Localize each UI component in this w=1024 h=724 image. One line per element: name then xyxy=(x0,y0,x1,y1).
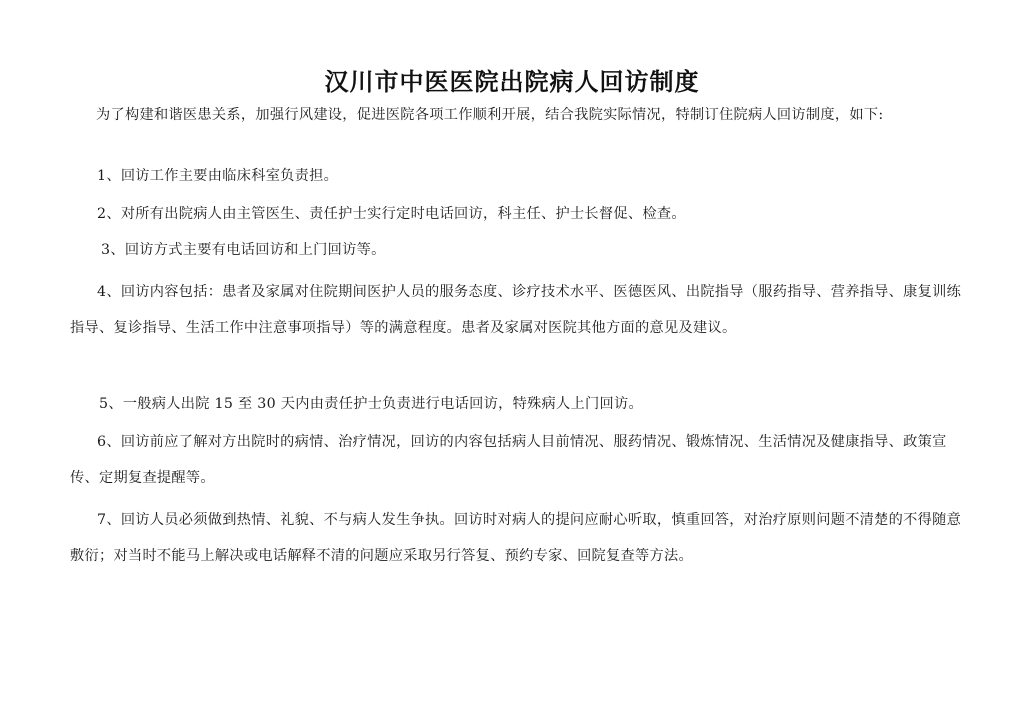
rule-item-2: 2、对所有出院病人由主管医生、责任护士实行定时电话回访，科主任、护士长督促、检查。 xyxy=(97,206,686,222)
rule-item-3: 3、回访方式主要有电话回访和上门回访等。 xyxy=(101,242,386,258)
rule-item-5: 5、一般病人出院 15 至 30 天内由责任护士负责进行电话回访，特殊病人上门回访。 xyxy=(99,396,643,412)
intro-paragraph: 为了构建和谐医患关系，加强行风建设，促进医院各项工作顺利开展，结合我院实际情况，特制订住院病人回访制度，如下: xyxy=(96,107,884,123)
rule-item-1: 1、回访工作主要由临床科室负责担。 xyxy=(97,168,339,184)
rule-item-7: 7、回访人员必须做到热情、礼貌、不与病人发生争执。回访时对病人的提问应耐心听取，慎重回答，对治疗原则问题不清楚的不得随意敷衍；对当时不能马上解决或电话解释不清的问题应采取另行答复、预约专家、回院复查等方法。 xyxy=(70,512,962,564)
rule-item-6: 6、回访前应了解对方出院时的病情、治疗情况，回访的内容包括病人目前情况、服药情况、锻炼情况、生活情况及健康指导、政策宣传、定期复查提醒等。 xyxy=(70,434,947,486)
document-title: 汉川市中医医院出院病人回访制度 xyxy=(324,67,700,96)
rule-item-4: 4、回访内容包括：患者及家属对住院期间医护人员的服务态度、诊疗技术水平、医德医风、出院指导（服药指导、营养指导、康复训练指导、复诊指导、生活工作中注意事项指导）等的满意程度。患者及家属对医院其他方面的意见及建议。 xyxy=(70,284,962,336)
